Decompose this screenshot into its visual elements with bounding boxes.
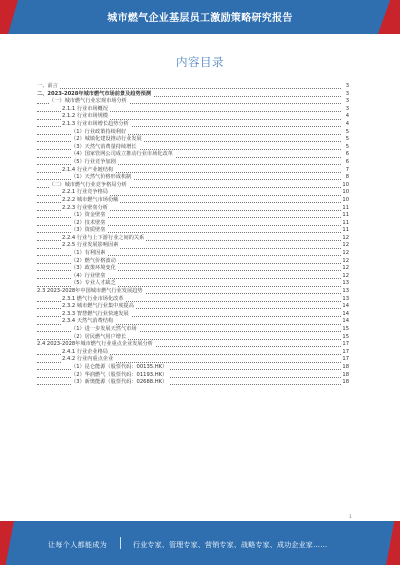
toc-entry[interactable] bbox=[37, 136, 349, 144]
toc-entry[interactable] bbox=[37, 288, 349, 296]
toc-entry-page: 12 bbox=[342, 242, 349, 249]
toc-entry-label: （1）天然气价格形成机制 bbox=[71, 174, 132, 181]
toc-entry[interactable] bbox=[37, 341, 349, 349]
toc-entry-page: 3 bbox=[345, 83, 349, 89]
toc-entry[interactable] bbox=[37, 379, 349, 387]
toc-entry-label: （1）行业政策持续利好 bbox=[71, 128, 127, 135]
toc-entry-label: 2.1.2 行业市场规模 bbox=[62, 113, 108, 120]
toc-entry-label: 2.1.4 行业产业链结构 bbox=[62, 166, 114, 173]
toc-entry-label: 2.2.3 行业壁垒分析 bbox=[62, 204, 108, 211]
toc-entry-label: （1）有利因素 bbox=[71, 250, 106, 257]
toc-entry-label: 2.2.1 行业竞争格局 bbox=[62, 189, 108, 196]
toc-entry-page: 11 bbox=[342, 219, 349, 226]
toc-entry[interactable] bbox=[37, 227, 349, 235]
toc-entry-page: 14 bbox=[342, 310, 349, 317]
toc-entry-page: 3 bbox=[345, 98, 349, 105]
toc-entry-label: （3）新奥能源（股票代码：02688.HK） bbox=[71, 379, 168, 386]
toc-entry-label: （5）行业竞争加剧 bbox=[71, 158, 116, 165]
toc-entry[interactable] bbox=[37, 212, 349, 220]
toc-entry-label: （4）国家管网公司成立推动行业市场化改革 bbox=[71, 151, 173, 158]
toc-entry[interactable] bbox=[37, 159, 349, 167]
report-footer-bar bbox=[0, 521, 400, 565]
toc-entry-label: （2）城镇化建设推动行业发展 bbox=[71, 136, 142, 143]
toc-entry-page: 12 bbox=[342, 272, 349, 279]
toc-entry[interactable] bbox=[37, 250, 349, 258]
toc-entry-page: 11 bbox=[342, 212, 349, 219]
toc-entry-page: 17 bbox=[342, 356, 349, 363]
toc-entry[interactable] bbox=[37, 205, 349, 213]
toc-entry-label: （5）专业人才缺乏 bbox=[71, 280, 116, 287]
toc-entry-page: 14 bbox=[342, 303, 349, 310]
toc-entry-label: （2）燃气价格波动 bbox=[71, 257, 116, 264]
toc-entry-label: （一）城市燃气行业宏观市场分析 bbox=[49, 98, 127, 105]
toc-entry-label: （3）政策环境变化 bbox=[71, 265, 116, 272]
toc-entry-label: 2.3.4 天然气消费结构 bbox=[62, 318, 114, 325]
toc-entry-page: 4 bbox=[345, 120, 349, 127]
toc-entry-label: 二、2023-2028年城市燃气市场前景及趋势预测 bbox=[37, 90, 152, 97]
toc-entry-page: 17 bbox=[342, 348, 349, 355]
report-header-bar bbox=[0, 0, 400, 34]
toc-entry-page: 8 bbox=[345, 174, 349, 181]
toc-entry-label: 2.3 2023-2028年中国城市燃气行业发展趋势 bbox=[37, 288, 143, 295]
table-of-contents bbox=[37, 83, 349, 387]
report-title: 城市燃气企业基层员工激励策略研究报告 bbox=[107, 13, 293, 24]
toc-entry[interactable] bbox=[37, 242, 349, 250]
toc-entry[interactable] bbox=[37, 280, 349, 288]
toc-entry[interactable] bbox=[37, 326, 349, 334]
footer-right-red-stripe bbox=[386, 521, 400, 565]
toc-entry-page: 12 bbox=[342, 250, 349, 257]
toc-entry-page: 17 bbox=[342, 341, 349, 348]
toc-entry[interactable] bbox=[37, 83, 349, 91]
toc-entry-label: 2.2.4 行业与上下游行业之间的关系 bbox=[62, 234, 145, 241]
footer-divider bbox=[120, 537, 121, 549]
toc-entry-page: 13 bbox=[342, 280, 349, 287]
toc-entry-label: （2）居民燃气用户增长 bbox=[71, 333, 127, 340]
toc-entry-page: 4 bbox=[345, 113, 349, 120]
toc-entry[interactable] bbox=[37, 318, 349, 326]
toc-entry[interactable] bbox=[37, 364, 349, 372]
footer-left-red-stripe bbox=[0, 521, 14, 565]
toc-entry-page: 15 bbox=[342, 326, 349, 332]
toc-entry-page: 12 bbox=[342, 265, 349, 272]
toc-entry-label: （2）技术壁垒 bbox=[71, 219, 106, 226]
toc-entry-label: （3）天然气消费量持续增长 bbox=[71, 143, 137, 150]
toc-leader-dots bbox=[37, 88, 341, 89]
toc-entry-label: 2.4.2 行业内重点企业 bbox=[62, 356, 114, 363]
toc-entry-label: 2.4.1 行业企业格局 bbox=[62, 348, 108, 355]
toc-entry-label: 2.3.2 城市燃气行业集中度提高 bbox=[62, 303, 134, 310]
toc-entry-page: 10 bbox=[342, 196, 349, 203]
toc-entry-label: （1）进一步发展天然气市场 bbox=[71, 326, 137, 332]
toc-entry-page: 7 bbox=[345, 166, 349, 173]
toc-entry[interactable] bbox=[37, 113, 349, 121]
toc-entry-page: 13 bbox=[342, 295, 349, 302]
toc-entry[interactable] bbox=[37, 189, 349, 197]
footer-roles: 行业专家、管理专家、营销专家、战略专家、成功企业家…… bbox=[133, 541, 328, 549]
toc-entry-label: 2.2.2 城市燃气市场份额 bbox=[62, 196, 119, 203]
toc-entry-page: 18 bbox=[342, 371, 349, 378]
toc-entry-label: 2.2.5 行业发展影响因素 bbox=[62, 242, 119, 249]
toc-entry-label: 2.3.1 燃气行业市场化改革 bbox=[62, 295, 124, 302]
toc-entry-page: 6 bbox=[345, 158, 349, 165]
toc-entry-page: 12 bbox=[342, 257, 349, 264]
toc-entry-page: 15 bbox=[342, 333, 349, 340]
toc-entry-page: 13 bbox=[342, 288, 349, 295]
toc-entry-label: 一、前言 bbox=[37, 83, 58, 89]
toc-entry-page: 5 bbox=[345, 143, 349, 150]
toc-entry-page: 14 bbox=[342, 318, 349, 325]
footer-slogan: 让每个人都能成为 bbox=[48, 541, 108, 549]
toc-entry-label: （1）昆仑能源（股票代码：00135.HK） bbox=[71, 363, 168, 370]
toc-entry-label: （1）资金壁垒 bbox=[71, 212, 106, 219]
toc-entry-page: 3 bbox=[345, 90, 349, 97]
page-number: 1 bbox=[349, 514, 352, 519]
toc-entry[interactable] bbox=[37, 303, 349, 311]
toc-entry-page: 12 bbox=[342, 234, 349, 241]
toc-entry-page: 3 bbox=[345, 105, 349, 112]
toc-entry-page: 18 bbox=[342, 379, 349, 386]
toc-entry[interactable] bbox=[37, 98, 349, 106]
toc-entry[interactable] bbox=[37, 167, 349, 175]
toc-entry[interactable] bbox=[37, 121, 349, 129]
toc-entry-page: 5 bbox=[345, 136, 349, 143]
toc-entry[interactable] bbox=[37, 174, 349, 182]
toc-entry[interactable] bbox=[37, 265, 349, 273]
toc-entry-label: （2）华润燃气（股票代码：01193.HK） bbox=[71, 371, 168, 378]
toc-entry-label: 2.1.1 行业市场概况 bbox=[62, 105, 108, 112]
toc-entry-page: 11 bbox=[342, 204, 349, 211]
toc-entry-page: 10 bbox=[342, 189, 349, 196]
toc-entry-label: 2.1.3 行业市场增长趋势分析 bbox=[62, 120, 129, 127]
toc-entry-page: 10 bbox=[342, 181, 349, 188]
toc-entry-page: 6 bbox=[345, 151, 349, 158]
toc-entry-label: （二）城市燃气行业竞争格局分析 bbox=[49, 181, 127, 188]
toc-entry-page: 11 bbox=[342, 227, 349, 234]
toc-entry-label: 2.3.3 智慧燃气行业快速发展 bbox=[62, 310, 129, 317]
toc-entry[interactable] bbox=[37, 197, 349, 205]
toc-entry-page: 5 bbox=[345, 128, 349, 135]
toc-entry-label: （4）行业壁垒 bbox=[71, 272, 106, 279]
toc-entry-label: （3）资质壁垒 bbox=[71, 227, 106, 234]
toc-entry[interactable] bbox=[37, 356, 349, 364]
toc-entry-label: 2.4 2023-2028年城市燃气行业重点企业发展分析 bbox=[37, 341, 153, 348]
toc-entry-page: 18 bbox=[342, 363, 349, 370]
toc-entry[interactable] bbox=[37, 151, 349, 159]
toc-heading: 内容目录 bbox=[176, 55, 224, 69]
